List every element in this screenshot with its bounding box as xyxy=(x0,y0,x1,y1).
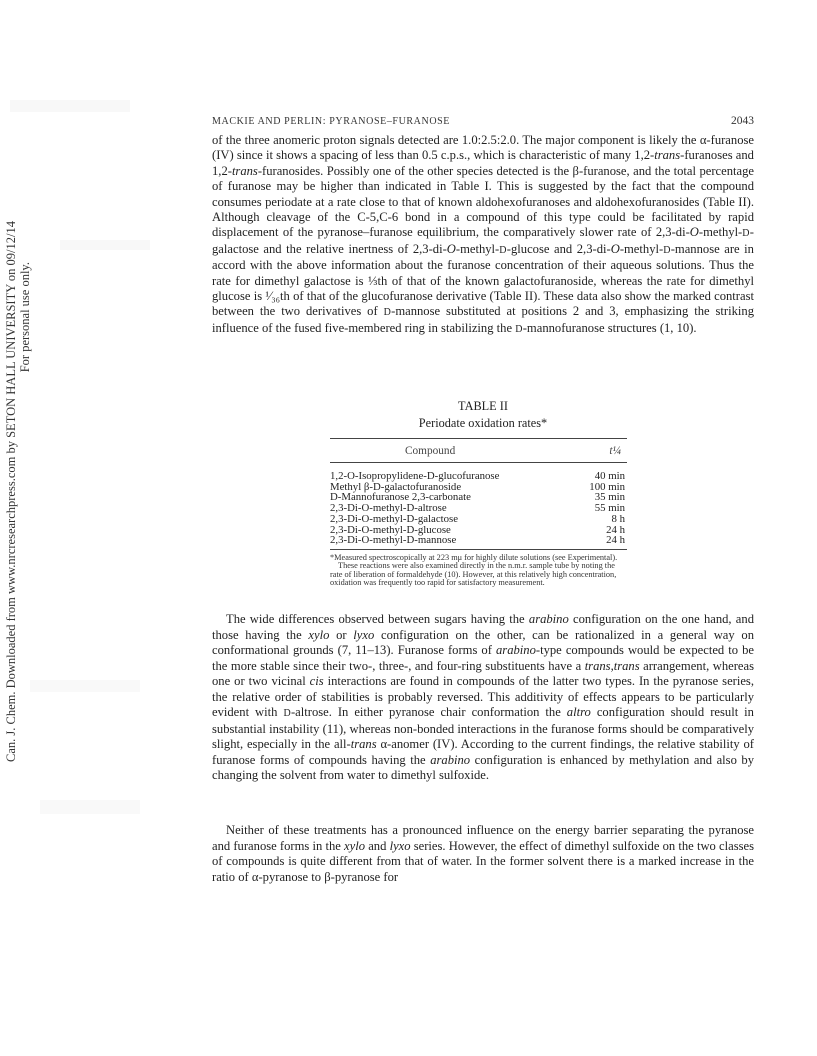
running-header xyxy=(212,116,754,127)
paragraph-1: of the three anomeric proton signals detected are 1.0:2.5:2.0. The major component is likely the α-furanose (IV) since it shows a spacing of less than 0.5 c.p.s., which is characteristic of many 1,2-trans-furanoses and 1,2-trans-furanosides. Possibly one of the other species detected is the β-furanose, and the total percentage of furanose may be higher than indicated in Table I. This is suggested by the fact that the compound consumes periodate at a rate close to that of known aldohexofuranoses and aldohexofuranosides (Table II). Although cleavage of the C-5,C-6 bond in a compound of this type could be facilitated by rapid displacement of the pyranose–furanose equilibrium, the comparatively slower rate of 2,3-di-O-methyl-D-galactose and the relative inertness of 2,3-di-O-methyl-D-glucose and 2,3-di-O-methyl-D-mannose are in accord with the above information about the furanose concentration of their aqueous solutions. Thus the rate for dimethyl galactose is ⅓th of that of the known galactofuranoside, whereas the rate for dimethyl glucose is ¹⁄₃₆th of that of the glucofuranose derivative (Table II). These data also show the marked contrast between the two derivatives of D-mannose substituted at positions 2 and 3, emphasizing the striking influence of the fused five-membered ring in stabilizing the D-mannofuranose structures (1, 10). xyxy=(212,133,754,335)
footnote-2: These reactions were also examined directly in the n.m.r. sample tube by noting the rate of liberation of formaldehyde (10). However, at this relatively high concentration, oxidation was frequently too rapid for satisfactory measurement. xyxy=(330,561,617,588)
table-row: 2,3-Di-O-methyl-D-glucose 24 h xyxy=(330,523,625,536)
table-header xyxy=(330,439,627,462)
col-header-t: t¼ xyxy=(609,445,621,457)
table-row: D-Mannofuranose 2,3-carbonate 35 min xyxy=(330,491,625,504)
table-footnotes xyxy=(330,554,627,588)
scan-noise xyxy=(40,800,140,814)
table-row: Methyl β-D-galactofuranoside 100 min xyxy=(330,480,625,493)
table-title: TABLE II xyxy=(458,399,508,413)
watermark-line-1: Can. J. Chem. Downloaded from www.nrcresearchpress.com by SETON HALL UNIVERSITY on 09/12/14 xyxy=(4,221,18,762)
scan-noise xyxy=(10,100,130,112)
table-row: 2,3-Di-O-methyl-D-galactose 8 h xyxy=(330,512,625,525)
table-body xyxy=(330,463,627,546)
running-title: MACKIE AND PERLIN: PYRANOSE–FURANOSE xyxy=(212,116,451,127)
table-row: 2,3-Di-O-methyl-D-altrose 55 min xyxy=(330,502,625,515)
paragraph-3: Neither of these treatments has a pronounced influence on the energy barrier separating the pyranose and furanose forms in the xylo and lyxo series. However, the effect of dimethyl sulfoxide on the two classes of compounds is quite different from that of water. In the former solvent there is a marked increase in the ratio of α-pyranose to β-pyranose for xyxy=(212,823,754,884)
watermark-line-2: For personal use only. xyxy=(18,262,32,373)
table-row: 2,3-Di-O-methyl-D-mannose 24 h xyxy=(330,534,625,547)
scan-noise xyxy=(60,240,150,250)
col-header-compound: Compound xyxy=(405,445,456,457)
footnote-1: *Measured spectroscopically at 223 mμ for highly dilute solutions (see Experimental). xyxy=(330,552,618,562)
table-rule-bottom xyxy=(330,549,627,550)
table-row: 1,2-O-Isopropylidene-D-glucofuranose 40 min xyxy=(330,470,625,482)
periodate-table xyxy=(330,438,627,588)
page-number: 2043 xyxy=(731,115,754,127)
table-caption: Periodate oxidation rates* xyxy=(418,416,548,430)
scan-noise xyxy=(30,680,140,692)
paragraph-2: The wide differences observed between sugars having the arabino configuration on the one hand, and those having the xylo or lyxo configuration on the other, can be rationalized in a general way on conformational grounds (7, 11–13). Furanose forms of arabino-type compounds would be expected to be the more stable since their two-, three-, and four-ring substituents have a trans,trans arrangement, whereas one or two vicinal cis interactions are found in compounds of the latter two types. In the pyranose series, the relative order of stabilities is probably reversed. This additivity of effects appears to be particularly evident with D-altrose. In either pyranose chair conformation the altro configuration should result in substantial instability (11), whereas non-bonded interactions in the furanose forms should be comparatively slight, especially in the all-trans α-anomer (IV). According to the current findings, the relative stability of furanose forms of compounds having the arabino configuration is enhanced by methylation and also by changing the solvent from water to dimethyl sulfoxide. xyxy=(212,612,755,783)
